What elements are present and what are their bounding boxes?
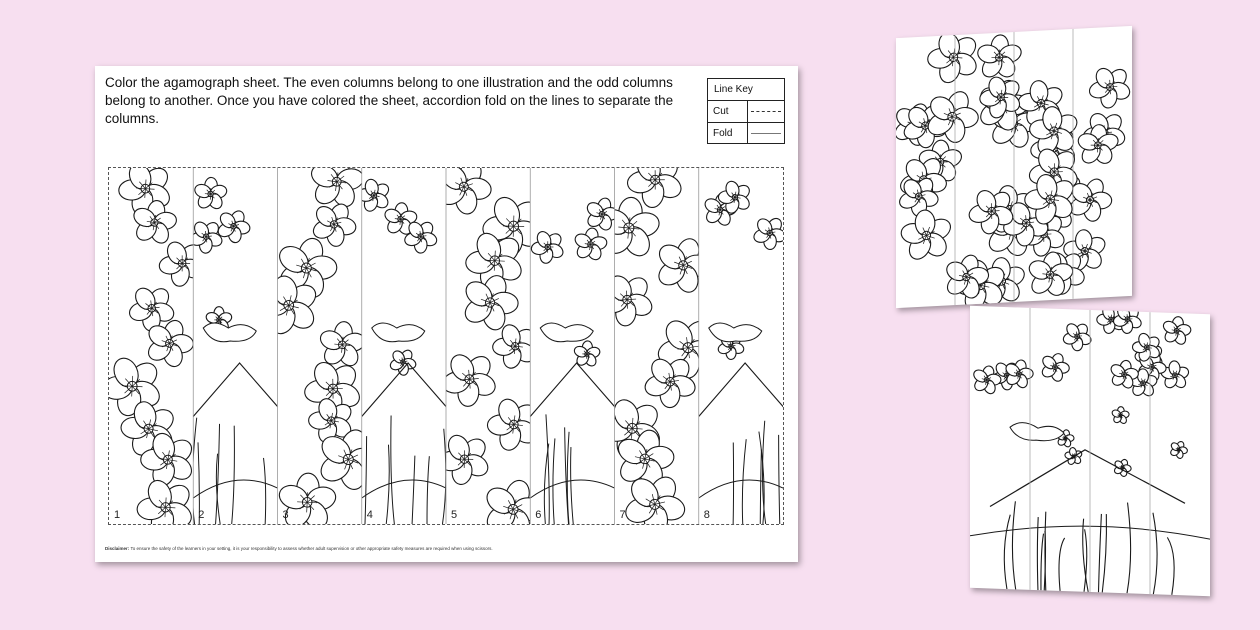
art-column xyxy=(350,168,456,524)
disclaimer-text: To ensure the safety of the learners in your setting, it is your responsibility to assess whether adult supervision or other appropriate safety measures are required when using scissors. xyxy=(130,546,493,551)
blossom-drawing xyxy=(746,209,783,257)
column-number: 2 xyxy=(198,509,205,521)
fold-line-sample xyxy=(751,133,781,134)
cut-label: Cut xyxy=(708,101,748,122)
blossom-drawing xyxy=(1110,456,1134,480)
art-column xyxy=(182,168,288,524)
blossom-drawing xyxy=(588,261,665,338)
blossom-drawing xyxy=(916,26,991,96)
blossom-drawing xyxy=(1166,438,1190,462)
blossom-preview-image xyxy=(896,26,1132,308)
mountain-preview-image xyxy=(970,306,1210,596)
line-key-title: Line Key xyxy=(714,84,753,95)
folded-preview-mountain xyxy=(970,306,1210,596)
blossom-drawing xyxy=(1079,57,1132,118)
art-column xyxy=(425,168,559,524)
blossom-drawing xyxy=(384,343,422,381)
line-key xyxy=(707,78,785,144)
art-column xyxy=(109,168,216,524)
column-number: 6 xyxy=(535,509,542,521)
art-column xyxy=(520,168,624,524)
flower-columns-illustration xyxy=(109,168,783,524)
blossom-drawing xyxy=(425,168,502,225)
disclaimer xyxy=(105,546,795,551)
blossom-drawing xyxy=(1035,348,1074,387)
blossom-drawing xyxy=(426,422,501,497)
column-number: 1 xyxy=(114,509,121,521)
cut-line-sample xyxy=(751,111,781,112)
blossom-drawing xyxy=(475,386,552,464)
column-number: 8 xyxy=(703,509,710,521)
disclaimer-label: Disclaimer: xyxy=(105,546,130,551)
art-column xyxy=(246,168,390,524)
blossom-drawing xyxy=(1110,406,1130,426)
blossom-drawing xyxy=(1159,314,1194,349)
fold-label: Fold xyxy=(708,123,748,144)
blossom-drawing xyxy=(896,199,961,271)
column-number: 5 xyxy=(451,509,458,521)
blossom-drawing xyxy=(974,35,1024,81)
blossom-drawing xyxy=(1056,316,1098,358)
art-column xyxy=(689,168,783,524)
folded-preview-blossoms xyxy=(896,26,1132,308)
blossom-drawing xyxy=(570,226,610,264)
blossom-drawing xyxy=(646,229,721,302)
blossom-drawing xyxy=(572,340,602,369)
column-number: 4 xyxy=(366,509,373,521)
agamograph-sheet xyxy=(95,66,798,562)
column-number: 7 xyxy=(619,509,626,521)
blossom-drawing xyxy=(192,177,229,212)
column-number: 3 xyxy=(282,509,289,521)
instructions-text: Color the agamograph sheet. The even columns belong to one illustration and the odd columns belong to another. Once you have colored the sheet, accordion fold on the lines to separate the columns. xyxy=(105,75,674,126)
coloring-artwork xyxy=(108,167,784,525)
